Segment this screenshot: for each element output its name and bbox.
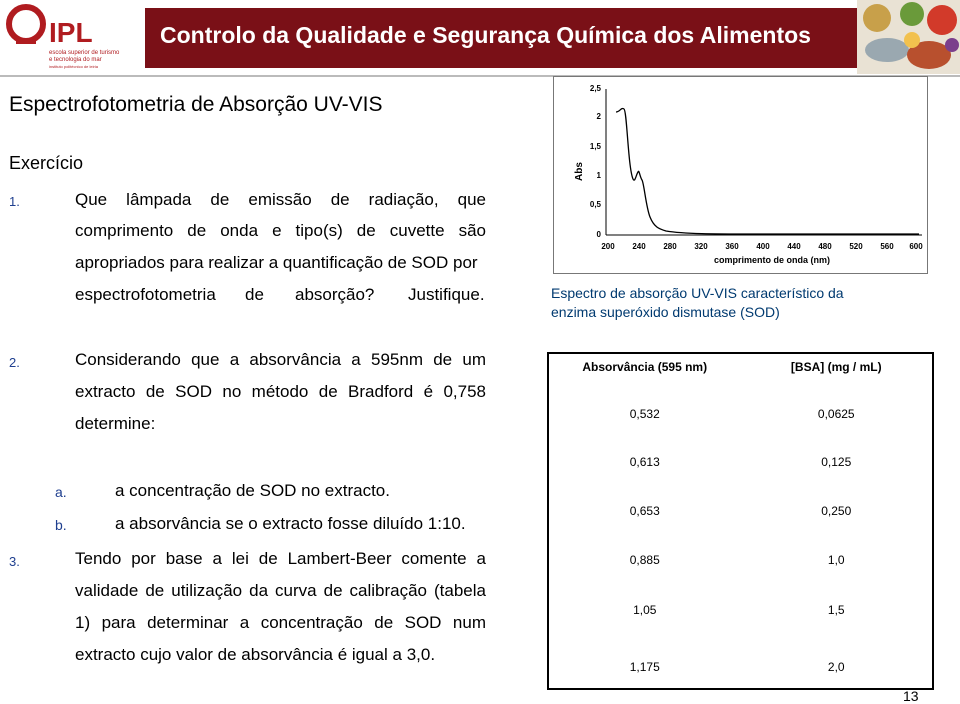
spectrum-caption: [551, 284, 844, 322]
svg-text:240: 240: [632, 242, 646, 251]
header-bar: [0, 0, 960, 75]
spectrum-plot: [554, 77, 927, 273]
question-2-number: 2.: [9, 355, 20, 370]
svg-text:600: 600: [909, 242, 923, 251]
q1-word: Justifique.: [408, 285, 485, 304]
item-b-letter: b.: [55, 517, 67, 533]
svg-text:440: 440: [787, 242, 801, 251]
calibration-table: [547, 352, 934, 690]
table-cell: 0,250: [821, 503, 852, 518]
section-heading: Exercício: [9, 153, 84, 173]
svg-text:instituto politécnico de leiri: instituto politécnico de leiria: [49, 64, 98, 69]
table-row: [548, 475, 933, 546]
item-a-text: a concentração de SOD no extracto.: [115, 481, 390, 500]
table-row: [548, 546, 933, 575]
svg-text:1: 1: [596, 171, 601, 180]
question-3-line: 1) para determinar a concentração de SOD num: [75, 613, 486, 632]
svg-text:560: 560: [880, 242, 894, 251]
question-3-line: validade de utilização da curva de calibração (tabela: [75, 581, 486, 600]
absorption-curve: [616, 109, 919, 234]
table-cell: 0,532: [629, 407, 660, 422]
svg-text:2: 2: [596, 112, 601, 121]
table-row: [548, 575, 933, 646]
page-number: 13: [903, 688, 919, 704]
question-2-line: extracto de SOD no método de Bradford é 0,758: [75, 382, 486, 401]
question-1-line: apropriados para realizar a quantificação de SOD por: [75, 253, 478, 272]
table-cell: 0,885: [629, 553, 660, 568]
sod-spectrum-figure: [553, 76, 928, 274]
table-row: [548, 380, 933, 448]
table-header-cell: [BSA] (mg / mL): [790, 359, 882, 374]
item-b-text: a absorvância se o extracto fosse diluído 1:10.: [115, 514, 466, 533]
svg-text:280: 280: [663, 242, 677, 251]
question-1-line: comprimento de onda e tipo(s) de cuvette são: [75, 221, 486, 240]
table-cell: 0,613: [629, 454, 660, 469]
svg-text:Abs: Abs: [574, 162, 585, 181]
table-row: [548, 448, 933, 475]
question-2-line: Considerando que a absorvância a 595nm de um: [75, 350, 486, 369]
table-row: [548, 645, 933, 689]
question-2-line: determine:: [75, 414, 156, 433]
table-header-row: [548, 353, 933, 380]
svg-text:0: 0: [596, 230, 601, 239]
question-3-number: 3.: [9, 554, 20, 569]
question-3-line: Tendo por base a lei de Lambert-Beer comente a: [75, 549, 486, 568]
svg-text:360: 360: [725, 242, 739, 251]
svg-text:0,5: 0,5: [589, 200, 601, 209]
table-cell: 1,05: [633, 603, 657, 618]
ipl-logo: [4, 2, 144, 72]
svg-text:e tecnologia do mar: e tecnologia do mar: [49, 57, 102, 63]
item-a-letter: a.: [55, 484, 67, 500]
q1-word: absorção?: [295, 285, 375, 304]
slide-title: Espectrofotometria de Absorção UV-VIS: [9, 93, 383, 116]
table-cell: 1,5: [827, 603, 845, 618]
table-cell: 1,175: [629, 659, 660, 674]
table-header-cell: Absorvância (595 nm): [582, 359, 708, 374]
question-1-number: 1.: [9, 194, 20, 209]
svg-text:320: 320: [694, 242, 708, 251]
svg-text:200: 200: [601, 242, 615, 251]
svg-text:400: 400: [756, 242, 770, 251]
svg-text:520: 520: [849, 242, 863, 251]
svg-text:480: 480: [818, 242, 832, 251]
q1-word: espectrofotometria: [75, 285, 216, 304]
svg-text:1,5: 1,5: [589, 142, 601, 151]
caption-line: enzima superóxido dismutase (SOD): [551, 304, 780, 320]
svg-text:IPL: IPL: [49, 17, 93, 48]
caption-line: Espectro de absorção UV-VIS característico da: [551, 285, 844, 301]
table-cell: 0,125: [821, 454, 852, 469]
food-photo: [857, 0, 960, 74]
table-cell: 1,0: [827, 553, 845, 568]
table-cell: 2,0: [827, 659, 845, 674]
table-cell: 0,653: [629, 503, 660, 518]
header-title: Controlo da Qualidade e Segurança Química dos Alimentos: [160, 22, 811, 48]
table-cell: 0,0625: [817, 407, 855, 422]
svg-text:2,5: 2,5: [589, 84, 601, 93]
svg-text:escola superior de turismo: escola superior de turismo: [49, 50, 120, 56]
q1-word: de: [245, 285, 264, 304]
question-3-line: extracto cujo valor de absorvância é igual a 3,0.: [75, 645, 436, 664]
question-1-line: Que lâmpada de emissão de radiação, que: [75, 190, 486, 209]
svg-text:comprimento de onda (nm): comprimento de onda (nm): [714, 255, 831, 265]
